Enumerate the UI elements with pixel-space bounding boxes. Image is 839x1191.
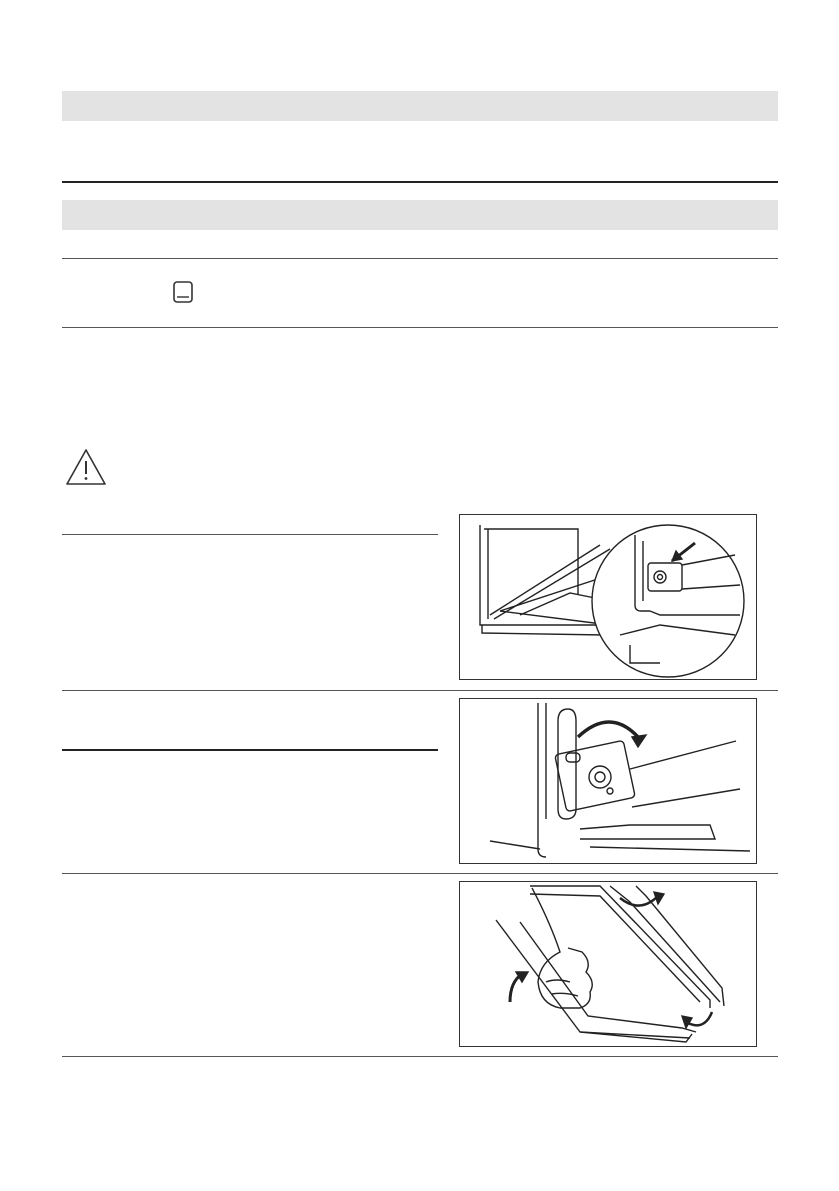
door-lift-figure	[459, 881, 757, 1047]
door-hinge-lever-figure	[459, 514, 757, 680]
step-rule-5	[62, 1056, 778, 1057]
step-rule-1	[62, 534, 438, 535]
header-bar	[62, 91, 778, 121]
section-divider	[62, 181, 778, 183]
step-rule-3	[62, 749, 438, 751]
hinge-rotate-figure	[459, 698, 757, 864]
table-bottom-rule	[62, 327, 778, 328]
step-rule-4	[62, 873, 778, 874]
section-bar	[62, 200, 778, 230]
oven-light-icon	[172, 280, 194, 304]
table-top-rule	[62, 258, 778, 259]
step-rule-2	[62, 690, 778, 691]
warning-triangle-icon	[64, 447, 108, 487]
